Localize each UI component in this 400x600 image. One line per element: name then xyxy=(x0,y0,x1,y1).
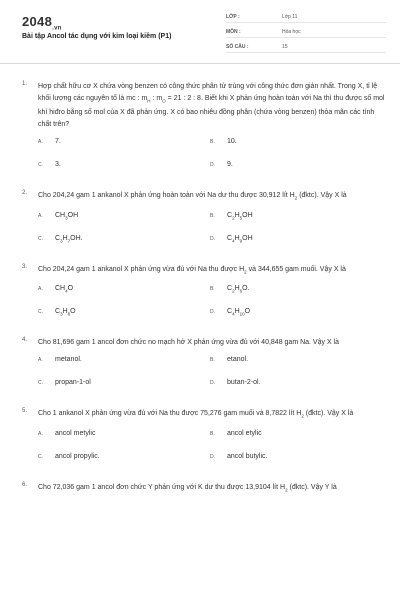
answer-options xyxy=(38,285,388,331)
meta-value: Hóa học xyxy=(282,29,301,35)
question-text: Cho 81,696 gam 1 ancol đơn chức no mạch hở X phản ứng vừa đủ với 40,848 gam Na. Vậy X là xyxy=(38,339,340,347)
option-letter: B. xyxy=(210,430,215,437)
option-text: ancol propylic. xyxy=(55,452,100,460)
question-3 xyxy=(0,264,400,331)
option-letter: B. xyxy=(210,212,215,219)
answer-option-c[interactable] xyxy=(38,161,210,184)
option-letter: C. xyxy=(38,453,43,460)
answer-option-a[interactable] xyxy=(38,356,210,379)
question-number: 4. xyxy=(22,337,28,344)
option-text: 7. xyxy=(55,138,61,146)
question-5 xyxy=(0,408,400,475)
option-text: $C_2H_6O$. xyxy=(227,285,250,294)
meta-value: Lớp 11 xyxy=(282,14,298,20)
answer-option-a[interactable] xyxy=(38,430,210,453)
question-number: 6. xyxy=(22,481,28,488)
question-list xyxy=(0,64,400,496)
question-4 xyxy=(0,337,400,402)
meta-row-subject xyxy=(226,24,386,38)
option-letter: B. xyxy=(210,286,215,293)
answer-option-b[interactable] xyxy=(210,356,380,379)
answer-option-b[interactable] xyxy=(210,212,380,235)
question-text: Hợp chất hữu cơ X chứa vòng benzen có công thức phân tử trùng với công thức đơn giản nhất. Trong X, tỉ lệ khối lượng các nguyên tố là mc : $m_H$ : $m_O = 21$ : 2 : 8. Biết khi X phản ứng hoàn toàn với Na thì thu được số mol khí hiđro bằng số mol của X đã phản ứng. X có bao nhiêu đồng phân (chứa vòng benzen) thỏa mãn các tính chất trên? xyxy=(38,83,385,129)
option-letter: B. xyxy=(210,357,215,364)
question-text: Cho 1 ankanol X phản ứng vừa đủ với Na thu được 75,276 gam muối và 8,7822 lít $H_2$ (đktc). Vậy X là xyxy=(38,410,354,419)
option-text: ancol butylic. xyxy=(227,452,268,460)
option-text: 9. xyxy=(227,161,233,169)
option-letter: D. xyxy=(210,309,215,316)
logo-suffix: .vn xyxy=(52,25,62,32)
option-text: etanol. xyxy=(227,356,249,364)
option-letter: D. xyxy=(210,453,215,460)
meta-row-class xyxy=(226,9,386,23)
option-text: propan-1-ol xyxy=(55,379,91,387)
answer-option-a[interactable] xyxy=(38,138,210,161)
site-logo[interactable] xyxy=(22,14,62,32)
question-number: 2. xyxy=(22,190,28,197)
question-1 xyxy=(0,81,400,184)
option-text: $CH_4O$ xyxy=(55,285,74,294)
answer-option-d[interactable] xyxy=(210,453,380,476)
answer-option-b[interactable] xyxy=(210,285,380,308)
option-letter: A. xyxy=(38,139,43,146)
option-letter: A. xyxy=(38,212,43,219)
option-letter: B. xyxy=(210,139,215,146)
option-letter: C. xyxy=(38,309,43,316)
answer-option-c[interactable] xyxy=(38,453,210,476)
option-text: butan-2-ol. xyxy=(227,379,261,387)
meta-label: MÔN : xyxy=(226,29,241,35)
answer-option-a[interactable] xyxy=(38,212,210,235)
question-number: 3. xyxy=(22,263,28,270)
option-letter: C. xyxy=(38,235,43,242)
logo-main: 2048 xyxy=(22,14,53,29)
answer-option-b[interactable] xyxy=(210,138,380,161)
answer-option-c[interactable] xyxy=(38,308,210,331)
answer-options xyxy=(38,212,388,258)
option-letter: A. xyxy=(38,286,43,293)
option-letter: D. xyxy=(210,235,215,242)
option-text: $C_4H_{10}O$ xyxy=(227,308,251,317)
answer-option-a[interactable] xyxy=(38,285,210,308)
meta-label: SỐ CÂU : xyxy=(226,44,249,50)
answer-option-d[interactable] xyxy=(210,161,380,184)
option-text: ancol metylic xyxy=(55,429,96,437)
answer-option-d[interactable] xyxy=(210,235,380,258)
question-number: 1. xyxy=(22,81,28,87)
question-2 xyxy=(0,190,400,257)
answer-options xyxy=(38,138,388,184)
answer-option-d[interactable] xyxy=(210,308,380,331)
option-text: $C_4H_9OH$ xyxy=(227,234,253,244)
option-letter: A. xyxy=(38,357,43,364)
question-6 xyxy=(0,482,400,496)
option-letter: D. xyxy=(210,380,215,387)
option-letter: D. xyxy=(210,162,215,169)
option-text: 10. xyxy=(227,138,237,146)
meta-row-count xyxy=(226,39,386,53)
option-text: $C_2H_5OH$ xyxy=(227,211,253,221)
question-text: Cho 204,24 gam 1 ankanol X phản ứng vừa đủ với Na thu được $H_2$ và 344,655 gam muối. Vậy X là xyxy=(38,265,346,275)
option-letter: C. xyxy=(38,380,43,387)
option-letter: A. xyxy=(38,430,43,437)
option-text: $C_3H_7OH$. xyxy=(55,234,83,244)
answer-option-c[interactable] xyxy=(38,235,210,258)
option-text: ancol etylic xyxy=(227,429,262,437)
option-text: 3. xyxy=(55,161,61,169)
option-text: $C_3H_8O$ xyxy=(55,308,76,317)
answer-options xyxy=(38,356,388,402)
worksheet-title: Bài tập Ancol tác dụng với kim loại kiềm (P1) xyxy=(22,33,172,40)
answer-option-d[interactable] xyxy=(210,379,380,402)
answer-option-c[interactable] xyxy=(38,379,210,402)
question-text: Cho 204,24 gam 1 ankanol X phản ứng hoàn toàn với Na dư thu được 30,912 lít $H_2$ (đktc). Vậy X là xyxy=(38,192,347,201)
answer-option-b[interactable] xyxy=(210,430,380,453)
answer-options xyxy=(38,430,388,476)
meta-label: LỚP : xyxy=(226,14,240,20)
option-text: metanol. xyxy=(55,356,82,364)
option-text: $CH_3OH$ xyxy=(55,211,79,221)
option-letter: C. xyxy=(38,162,43,169)
document-header xyxy=(0,0,400,64)
meta-value: 15 xyxy=(282,44,288,50)
question-text: Cho 72,036 gam 1 ancol đơn chức Y phản ứng với K dư thu được 13,9104 lít $H_2$ (đktc). Vậy Y là xyxy=(38,483,337,492)
question-number: 5. xyxy=(22,408,28,415)
